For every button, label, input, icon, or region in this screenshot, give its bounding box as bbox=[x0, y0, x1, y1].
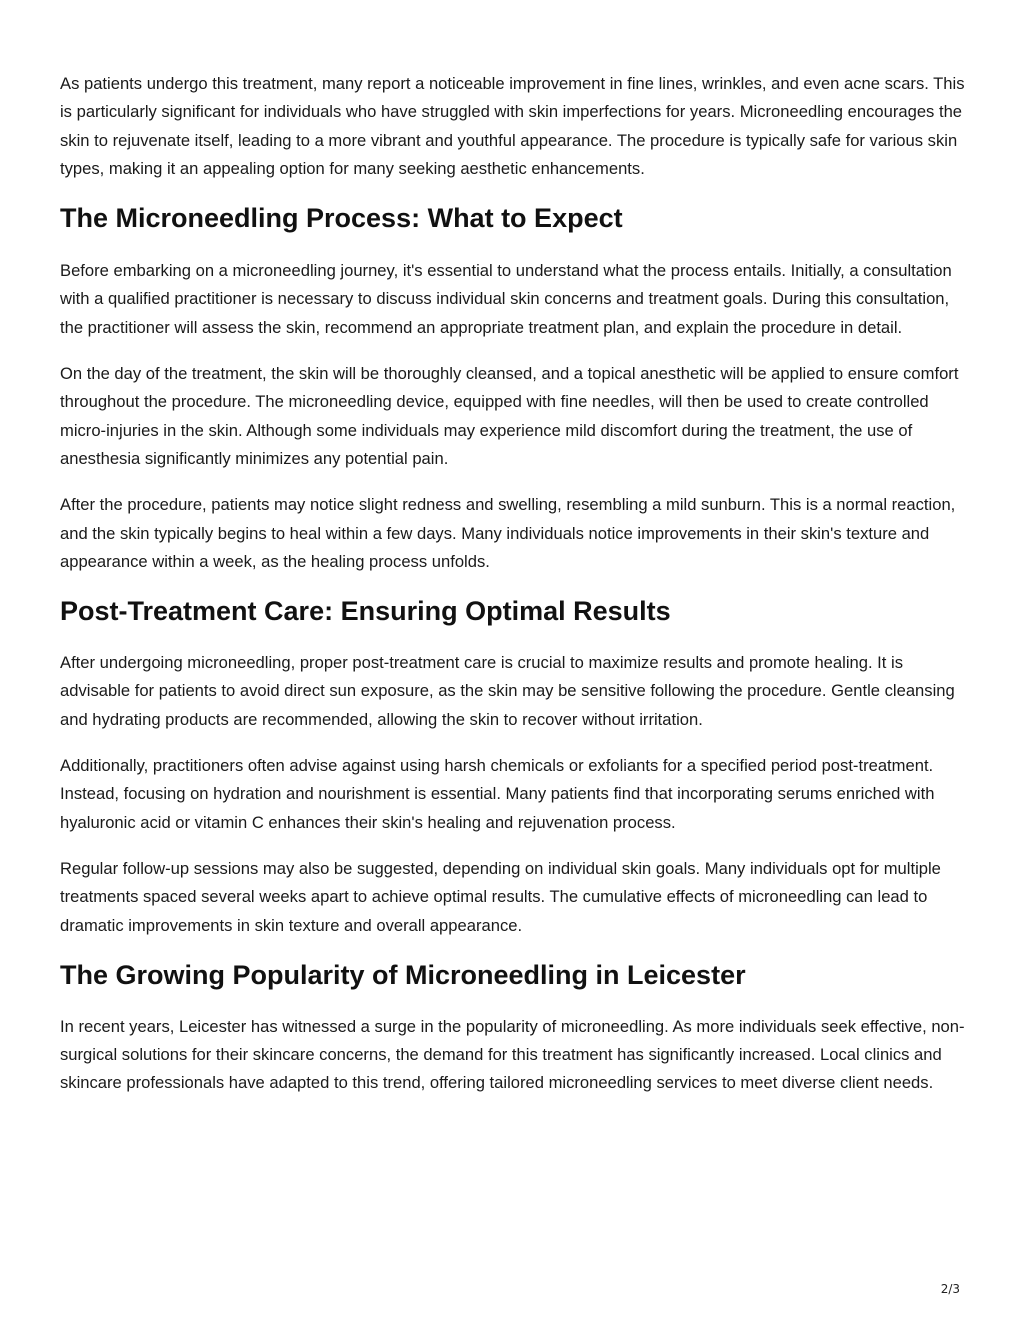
section-heading-process: The Microneedling Process: What to Expect bbox=[60, 203, 623, 234]
process-paragraph-1: Before embarking on a microneedling journey, it's essential to understand what the process entails. Initially, a consultation with a qualified practitioner is necessary to discuss individual skin concerns and treatment goals. During this consultation, the practitioner will assess the skin, recommend an appropriate treatment plan, and explain the procedure in detail. bbox=[60, 261, 952, 337]
popularity-paragraph-1: In recent years, Leicester has witnessed a surge in the popularity of microneedling. As more individuals seek effective, non-surgical solutions for their skincare concerns, the demand for this treatment has significantly increased. Local clinics and skincare professionals have adapted to this trend, offering tailored microneedling services to meet diverse client needs. bbox=[60, 1016, 965, 1093]
process-paragraph-2: On the day of the treatment, the skin will be thoroughly cleansed, and a topical anesthetic will be applied to ensure comfort throughout the procedure. The microneedling device, equipped with fine needles, will then be used to create controlled micro-injuries in the skin. Although some individuals may experience mild discomfort during the treatment, the use of anesthesia significantly minimizes any potential pain. bbox=[60, 364, 959, 468]
post-treatment-paragraph-2: Additionally, practitioners often advise against using harsh chemicals or exfoliants for a specified period post-treatment. Instead, focusing on hydration and nourishment is essential. Many patients find that incorporating serums enriched with hyaluronic acid or vitamin C enhances their skin's healing and rejuvenation process. bbox=[60, 756, 935, 832]
process-paragraph-3: After the procedure, patients may notice slight redness and swelling, resembling a mild sunburn. This is a normal reaction, and the skin typically begins to heal within a few days. Many individuals notice improvements in their skin's texture and appearance within a week, as the healing process unfolds. bbox=[60, 495, 956, 571]
section-heading-post-treatment: Post-Treatment Care: Ensuring Optimal Results bbox=[60, 596, 671, 627]
page-number: 2/3 bbox=[940, 1282, 960, 1296]
intro-paragraph: As patients undergo this treatment, many report a noticeable improvement in fine lines, wrinkles, and even acne scars. This is particularly significant for individuals who have struggled with skin imperfections for years. Microneedling encourages the skin to rejuvenate itself, leading to a more vibrant and youthful appearance. The procedure is typically safe for various skin types, making it an appealing option for many seeking aesthetic enhancements. bbox=[60, 74, 965, 178]
document-page bbox=[60, 70, 970, 1116]
section-heading-popularity: The Growing Popularity of Microneedling in Leicester bbox=[60, 959, 746, 990]
post-treatment-paragraph-3: Regular follow-up sessions may also be suggested, depending on individual skin goals. Many individuals opt for multiple treatments spaced several weeks apart to achieve optimal results. The cumulative effects of microneedling can lead to dramatic improvements in skin texture and overall appearance. bbox=[60, 858, 941, 935]
post-treatment-paragraph-1: After undergoing microneedling, proper post-treatment care is crucial to maximize results and promote healing. It is advisable for patients to avoid direct sun exposure, as the skin may be sensitive following the procedure. Gentle cleansing and hydrating products are recommended, allowing the skin to recover without irritation. bbox=[60, 653, 955, 729]
